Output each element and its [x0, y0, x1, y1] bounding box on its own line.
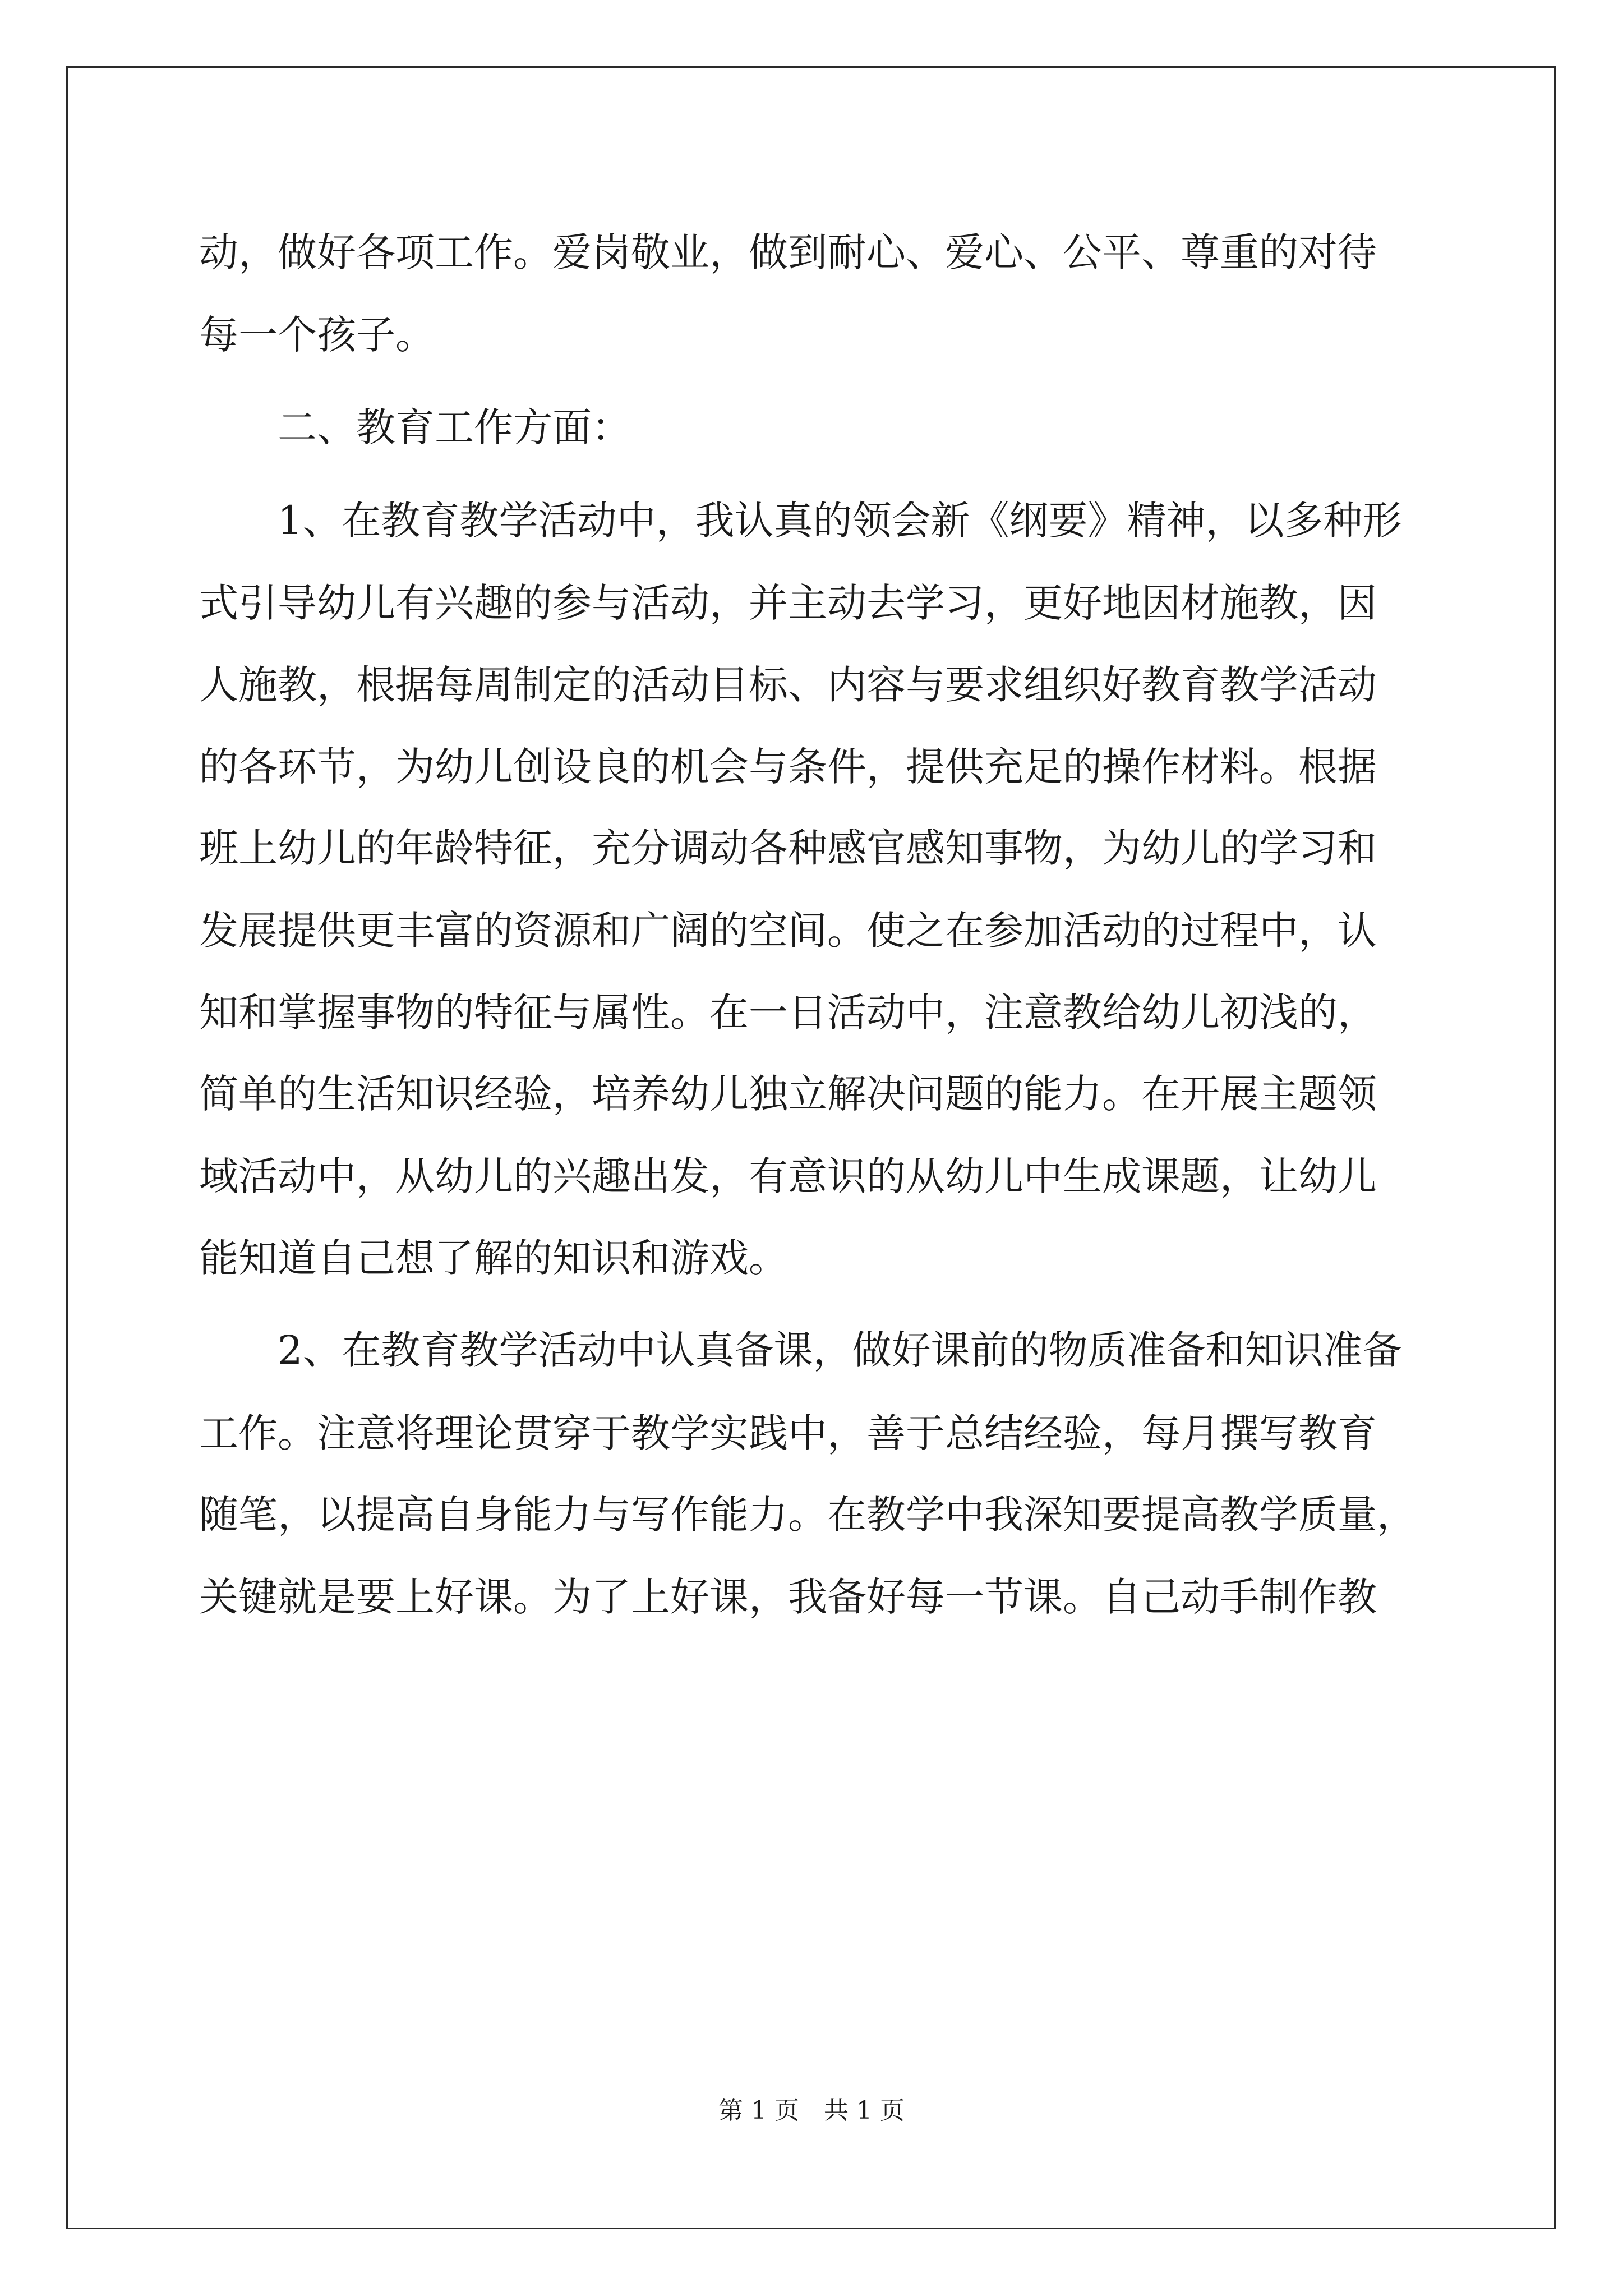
text-line: 随笔，以提高自身能力与写作能力。在教学中我深知要提高教学质量， [199, 1492, 1416, 1538]
text-line: 发展提供更丰富的资源和广阔的空间。使之在参加活动的过程中，认 [199, 908, 1377, 954]
text-line: 2、在教育教学活动中认真备课，做好课前的物质准备和知识准备 [278, 1327, 1402, 1373]
text-line: 式引导幼儿有兴趣的参与活动，并主动去学习，更好地因材施教，因 [199, 580, 1377, 626]
text-line: 能知道自己想了解的知识和游戏。 [199, 1235, 788, 1281]
text-line: 1、在教育教学活动中，我认真的领会新《纲要》精神，以多种形 [278, 498, 1402, 544]
section-heading: 二、教育工作方面： [278, 404, 631, 450]
text-line: 关键就是要上好课。为了上好课，我备好每一节课。自己动手制作教 [199, 1574, 1377, 1620]
text-line: 人施教，根据每周制定的活动目标、内容与要求组织好教育教学活动 [199, 662, 1377, 708]
text-line: 班上幼儿的年龄特征，充分调动各种感官感知事物，为幼儿的学习和 [199, 825, 1377, 871]
text-line: 简单的生活知识经验，培养幼儿独立解决问题的能力。在开展主题领 [199, 1071, 1377, 1117]
text-line: 工作。注意将理论贯穿于教学实践中，善于总结经验，每月撰写教育 [199, 1410, 1377, 1456]
page-footer: 第 1 页 共 1 页 [718, 2096, 905, 2125]
text-line: 动，做好各项工作。爱岗敬业，做到耐心、爱心、公平、尊重的对待 [199, 229, 1377, 275]
page-border [66, 66, 1556, 2229]
text-line: 域活动中，从幼儿的兴趣出发，有意识的从幼儿中生成课题，让幼儿 [199, 1153, 1377, 1199]
text-line: 的各环节，为幼儿创设良的机会与条件，提供充足的操作材料。根据 [199, 744, 1377, 790]
text-line: 知和掌握事物的特征与属性。在一日活动中，注意教给幼儿初浅的， [199, 990, 1377, 1036]
text-line: 每一个孩子。 [199, 312, 435, 358]
